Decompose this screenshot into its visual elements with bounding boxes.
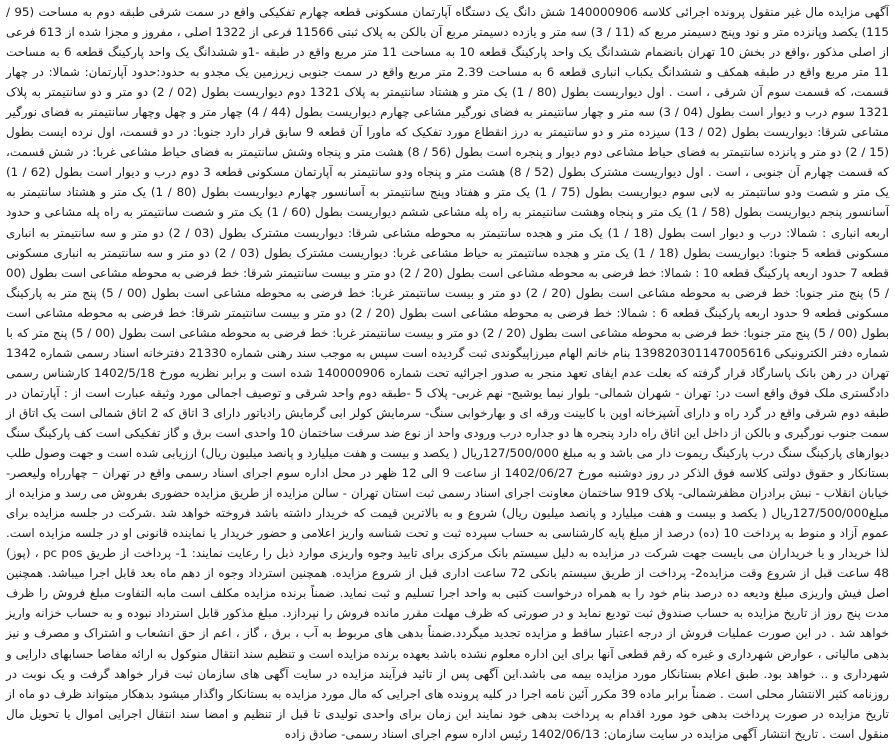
auction-notice-text: آگهی مزایده مال غیر منقول پرونده اجرائی کلاسه 140000906 شش دانگ یک دستگاه آپارتمان مسکونی قطعه چهارم تفکیکی واقع در سمت شرقی طبقه دوم به مساحت (95 / 115) یکصد وپانزده متر و نود وپنج دسیمتر مربع که (11 / 3) سه متر و یازده دسیمتر مربع آن بالکن به پلاک ثبتی 11566 فرعی از 1322 اصلی ، مفروز و مجزا شده از 613 فرعی از اصلی مذکور ،واقع در بخش 10 تهران بانضمام ششدانگ یک واحد پارکینگ قطعه 10 به مساحت 11 متر مربع واقع در طبقه -1و ششدانگ یک واحد پارکینگ قطعه 6 به مساحت 11 متر مربع واقع در طبقه همکف و ششدانگ یکباب انباری قطعه 6 به مساحت 2.39 متر مربع واقع در سمت جنوبی زیرزمین یک مجدو به حدود:حدود آپارتمان: شمالا: در چهار قسمت، که قسمت سوم آن شرقی ، است . اول دیواریست بطول (80 / 1) یک متر و هشتاد سانتیمتر به پلاک 1321 دوم دیواریست بطول (02 / 2) دو متر و دو سانتیمتر به پلاک 1321 سوم درب و دیوار است بطول (04 / 3) سه متر و چهار سانتیمتر به فضای نورگیر مشاعی چهارم دیواریست بطول (44 / 4) چهار متر و چهل وچهار سانتیمتر به فضای نورگیر مشاعی شرقا: دیواریست بطول (02 / 13) سیزده متر و دو سانتیمتر به درز انقطاع مورد تفکیک که ماورا آن قطعه 9 سابق قرار دارد جنوبا: در دو قسمت، اول نرده ایست بطول (15 / 2) دو متر و پانزده سانتیمتر به فضای حیاط مشاعی دوم دیوار و پنجره است بطول (56 / 8) هشت متر و پنجاه وشش سانتیمتر به فضای حیاط مشاعی غربا: در شش قسمت، که قسمت چهارم آن جنوبی ، است . اول دیواریست مشترک بطول (52 / 8) هشت متر و پنجاه ودو سانتیمتر به آپارتمان مسکونی قطعه 3 دوم درب و دیوار است بطول (62 / 1) یک متر و شصت ودو سانتیمتر به لابی سوم دیواریست بطول (75 / 1) یک متر و هفتاد وپنج سانتیمتر به آسانسور چهارم دیواریست بطول (80 / 1) یک متر و هشتاد سانتیمتر به آسانسور پنجم دیواریست بطول (58 / 1) یک متر و پنجاه وهشت سانتیمتر به راه پله مشاعی ششم دیواریست بطول (60 / 1) یک متر و شصت سانتیمتر به راه پله مشاعی و حدود اربعه انباری : شمالا: درب و دیوار است بطول (18 / 1) یک متر و هجده سانتیمتر به محوطه مشاعی شرقا: دیواریست مشترک بطول (03 / 2) دو متر و سه سانتیمتر به انباری مسکونی قطعه 5 جنوبا: دیواریست بطول (18 / 1) یک متر و هجده سانتیمتر به حیاط مشاعی غربا: دیواریست مشترک بطول (03 / 2) دو متر و سه سانتیمتر به انباری مسکونی قطعه 7 حدود اربعه پارکینگ قطعه 10 : شمالا: خط فرضی به محوطه مشاعی است بطول (20 / 2) دو متر و بیست سانتیمتر شرقا: خط فرضی به محوطه مشاعی است بطول (00 / 5) پنج متر جنوبا: خط فرضی به محوطه مشاعی است بطول (20 / 2) دو متر و بیست سانتیمتر غربا: خط فرضی به محوطه مشاعی است بطول (00 / 5) پنج متر به پارکینگ مسکونی قطعه 9 حدود اربعه پارکینگ قطعه 6 : شمالا: خط فرضی به محوطه مشاعی است بطول (20 / 2) دو متر و بیست سانتیمتر شرقا: خط فرضی به محوطه مشاعی است بطول (00 / 5) پنج متر جنوبا: خط فرضی به محوطه مشاعی است بطول (20 / 2) دو متر و بیست سانتیمتر غربا: خط فرضی به محوطه مشاعی است بطول (00 / 5) پنج متر که با شماره دفتر الکترونیکی 139820301147005616 بنام خانم الهام میرزاپیگوندی ثبت گردیده است سپس به موجب سند رهنی شماره 21330 دفترخانه اسناد رسمی شماره 1342 تهران در رهن بانک پاسارگاد قرار گرفته که بعلت عدم ایفای تعهد منجر به صدور اجرائیه تحت شماره 140000906 شده است و برابر نظریه مورخ 1402/5/18 کارشناس رسمی دادگستری ملک فوق واقع است در: تهران - شهران شمالی- بلوار نیما یوشیج- نهم غربی- پلاک 5 -طبقه دوم واحد شرقی و توصیف اجمالی مورد وثیقه عبارت است از : آپارتمان در طبقه دوم شرقی واقع در گرد راه و دارای آشپزخانه اوپن با کابینت ورقه ای و بهارخوابی سنگ- سرمایش کولر ابی گرمایش رادیاتور دارای 3 اتاق که 2 اتاق شمالی است یک اتاق از سمت جنوب نورگیری و بالکن از داخل این اتاق راه دارد پنجره ها دو جداره درب ورودی واحد از نوع ضد سرقت ساختمان 10 واحدی است برق و گاز تفکیکی است کف پارکینگ سنگ دیوارهای پارکینگ سنگ درب پارکینگ ریموت دار می باشد و به مبلغ 127/500/000ریال ( یکصد و بیست و هفت میلیارد و پانصد میلیون ریال) ارزیابی شده است و جهت وصول طلب بستانکار و حقوق دولتی کلاسه فوق الذکر در روز دوشنبه مورخ 1402/06/27 از ساعت 9 الی 12 ظهر در محل اداره سوم اجرای اسناد رسمی واقع در تهران – چهارراه ولیعصر- خیابان انقلاب - نبش برادران مظفرشمالی- پلاک 919 ساختمان معاونت اجرای اسناد رسمی ثبت استان تهران - سالن مزایده از طریق مزایده حضوری بفروش می رسد و مزایده از مبلغ127/500/000ریال ( یکصد و بیست و هفت میلیارد و پانصد میلیون ریال) شروع و به بالاترین قیمت که خریدار داشته باشد فروخته خواهد شد .شرکت در جلسه مزایده برای عموم آزاد و منوط به پرداخت 10 (ده) درصد از مبلغ پایه کارشناسی به حساب سپرده ثبت و تحت شناسه واریز اعلامی و حضور خریدار یا نماینده قانونی او در جلسه مزایده است. لذا خریدار و یا خریداران می بایست جهت شرکت در مزایده به دلیل سیستم بانک مرکزی برای تایید وجوه واریزی موارد ذیل را رعایت نمایند: 1- پرداخت از طریق pc pos ، (پوز) 48 ساعت قبل از شروع وقت مزایده2- پرداخت از طریق سیستم بانکی 72 ساعت اداری قبل از شروع مزایده. همچنین استرداد وجوه از دهم ماه بعد قابل اجرا میباشد. همچنین اصل فیش واریزی مبلغ ودیعه ده درصد بنام خود را به همراه درخواست کتبی به واحد اجرا تسلیم و ثبت نماید. ضمناً برنده مزایده مکلف است مابه التفاوت مبلغ فروش را ظرف مدت پنج روز از تاریخ مزایده به حساب صندوق ثبت تودیع نماید و در صورتی که ظرف مهلت مقرر مانده فروش را نپردازد. مبلغ مذکور قابل استرداد نبوده و به حساب خزانه واریز خواهد شد . در این صورت عملیات فروش از درجه اعتبار ساقط و مزایده تجدید میگردد.ضمناً بدهی های مربوط به آب ، برق ، گاز ، اعم از حق انشعاب و اشتراک و مصرف و نیز بدهی مالیاتی ، عوارض شهرداری و غیره که رقم قطعی آنها برای این اداره معلوم نشده باشد بعهده برنده مزایده است و تنظیم سند انتقال منوکول به ارائه مفاصا حسابهای دارایی و شهرداری و .. خواهد بود. طبق اعلام بستانکار مورد مزایده بیمه می باشد.این آگهی پس از تائید فرآیند مزایده در سایت آگهی های سازمان ثبت قرار خواهد گرفت و یک نوبت در روزنامه کثیر الانتشار محلی است . ضمناً برابر ماده 39 مکرر آئین نامه اجرا در کلیه پرونده های اجرایی که مال مورد مزایده به بستانکار واگذار میشود بدهکار میتواند ظرف دو ماه از تاریخ مزایده در صورت پرداخت بدهی خود مورد اقدام به پرداخت بدهی خود نمایند این زمان برای واحدی تولیدی تا قبل از تنظیم و امضا سند انتقال اجرایی اموال یا تحویل مال منقول است . تاریخ انتشار آگهی مزایده در سایت سازمان: 1402/06/13 رئیس اداره سوم اجرای اسناد رسمی- صادق زاده [6, 5, 890, 741]
